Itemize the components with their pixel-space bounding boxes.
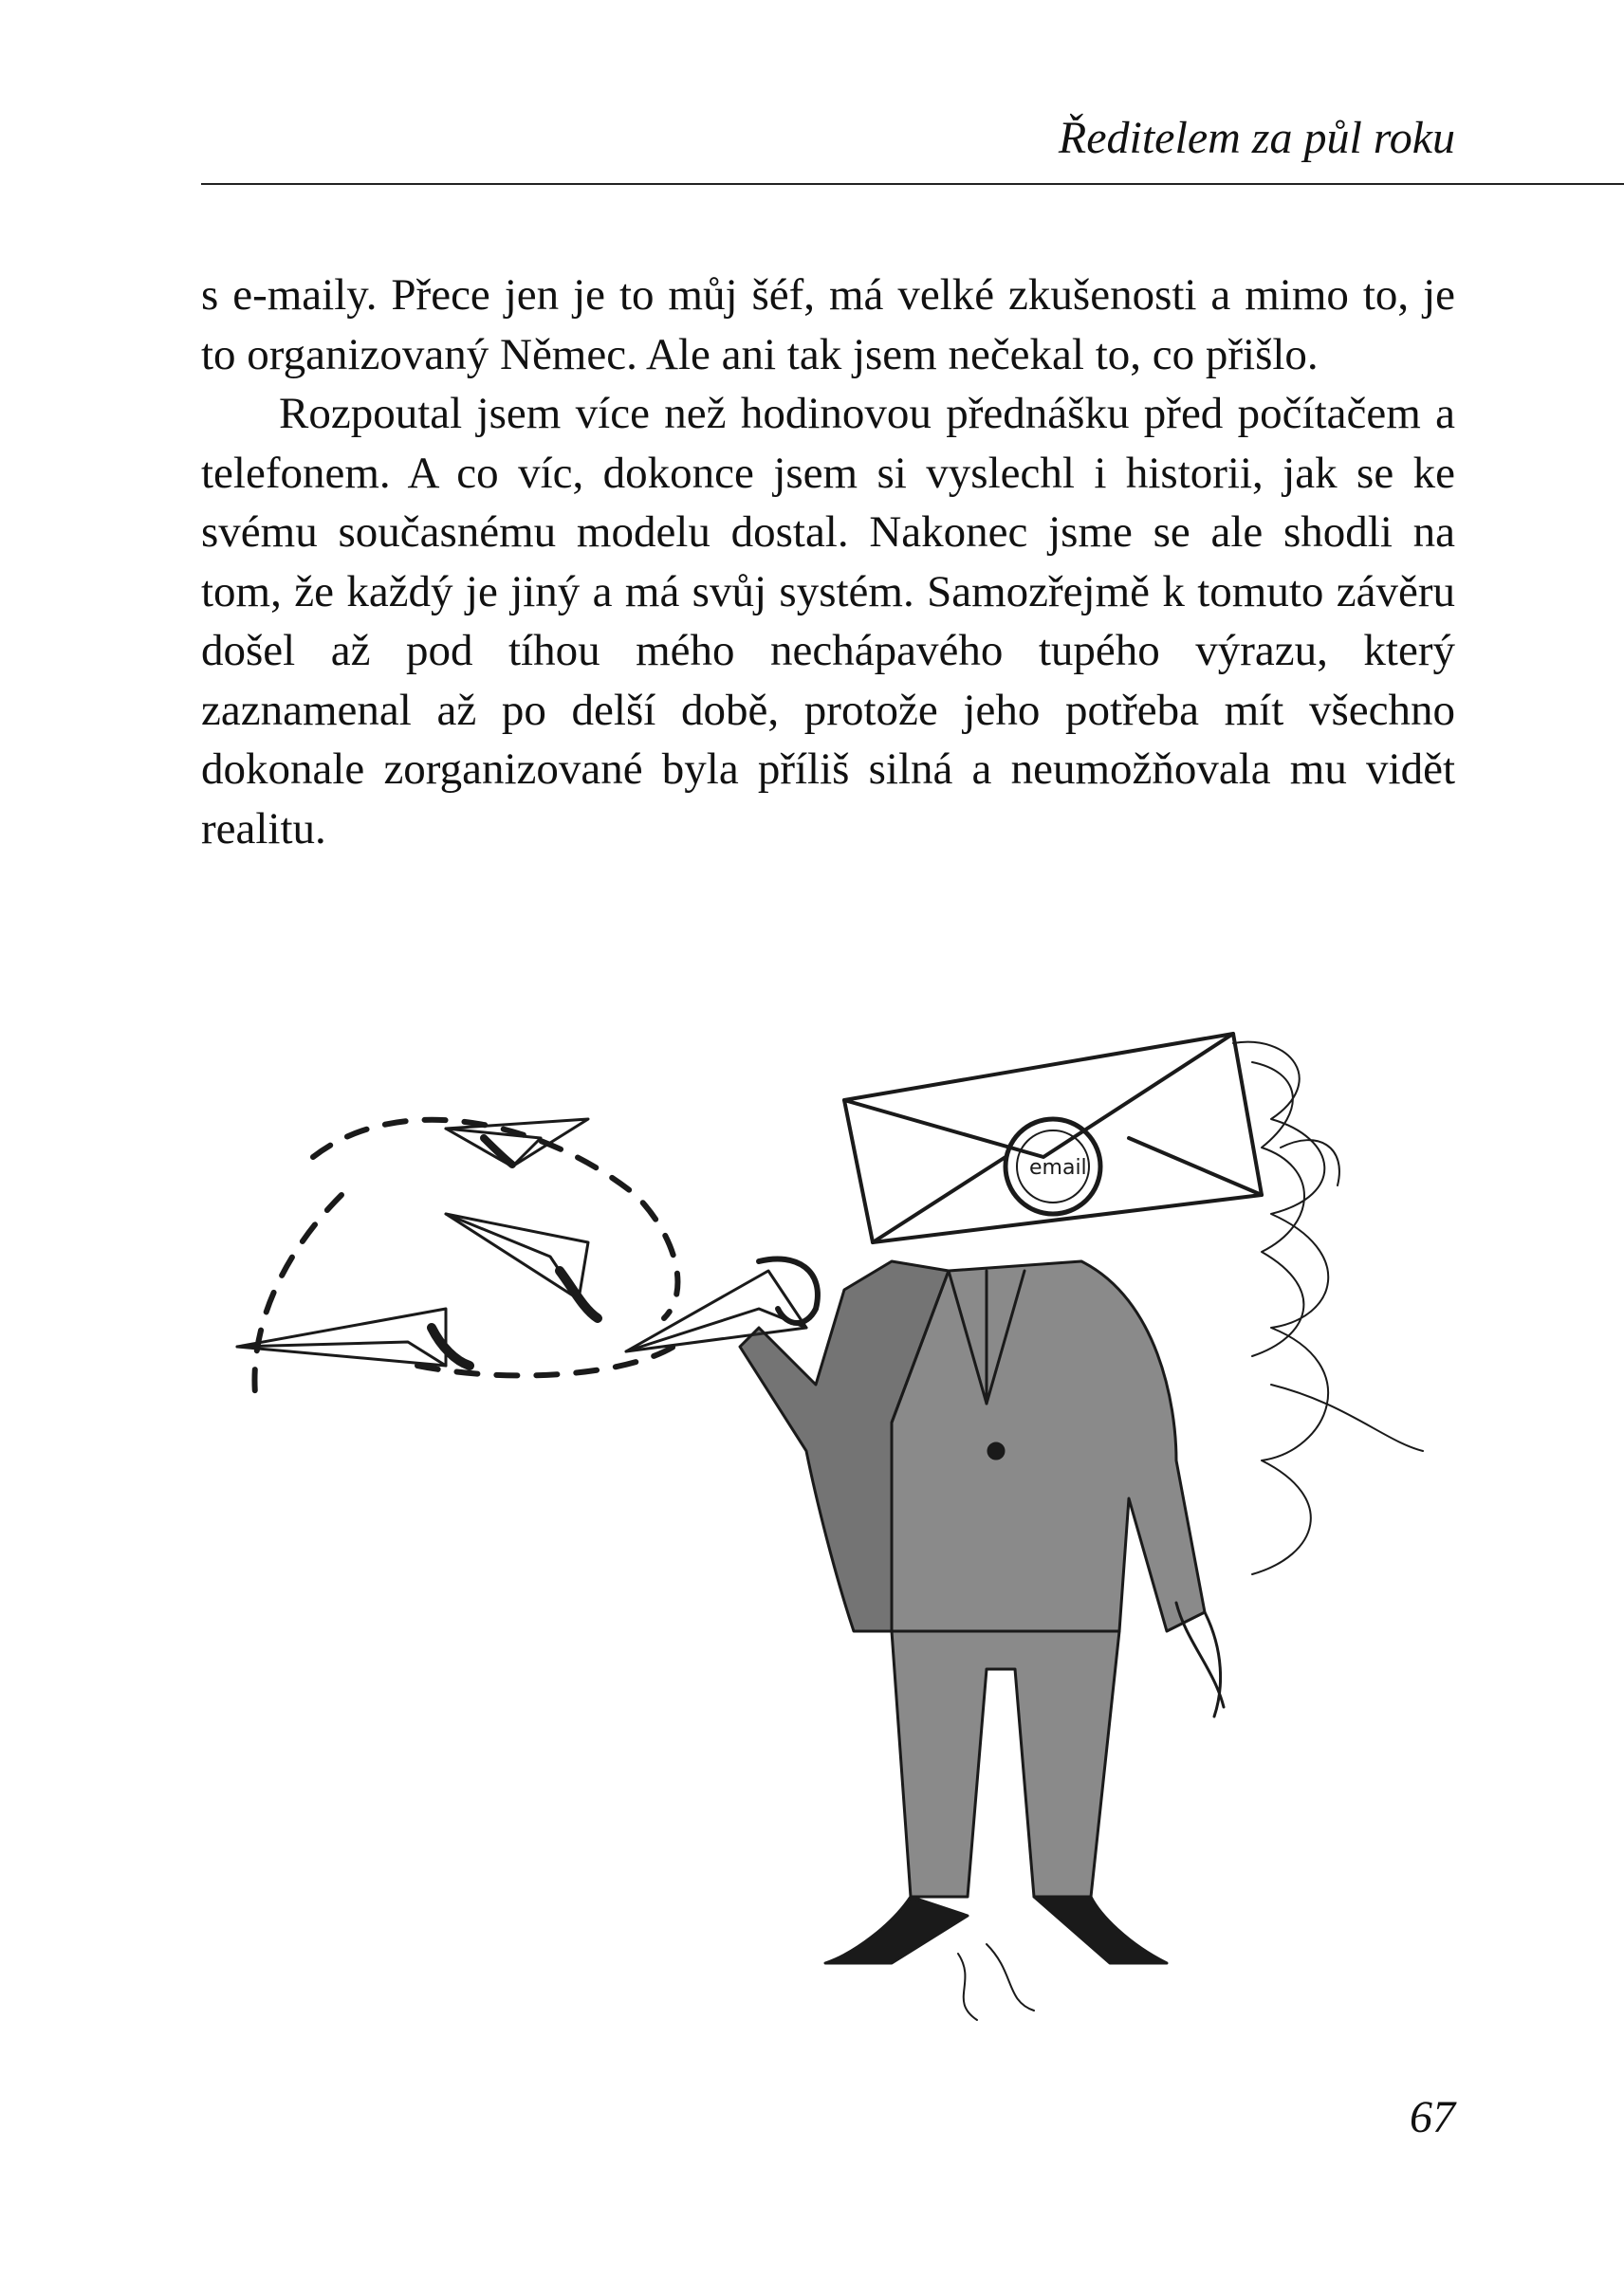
paper-plane-2 <box>446 1214 598 1318</box>
body-text <box>201 266 1455 858</box>
running-head: Ředitelem za půl roku <box>1058 113 1455 163</box>
envelope-head <box>844 1034 1262 1242</box>
envelope-man-illustration <box>228 1005 1461 2030</box>
paragraph-1: s e-maily. Přece jen je to můj šéf, má velké zkušenosti a mimo to, je to organizovaný Němec. Ale ani tak jsem nečekal to, co přišlo. <box>201 270 1455 379</box>
paper-plane-held <box>626 1258 818 1351</box>
paragraph-2: Rozpoutal jsem více než hodinovou přednášku před počítačem a telefonem. A co víc, dokonce jsem si vyslechl i historii, jak se ke svému současnému modelu dostal. Nakonec jsme se ale shodli na tom, že každý je jiný a má svůj systém. Samozřejmě k tomuto závěru došel až pod tíhou mého nechápavého tupého výrazu, který zaznamenal až po delší době, protože jeho potřeba mít všechno dokonale zorganizované byla příliš silná a neumožňovala mu vidět realitu. <box>201 389 1455 854</box>
scribble-trail <box>1233 1042 1423 1574</box>
seal-label: email <box>1029 1156 1087 1180</box>
page-number: 67 <box>1410 2092 1455 2142</box>
paper-plane-3 <box>237 1309 470 1366</box>
header-rule <box>201 183 1624 185</box>
shoes <box>825 1897 1167 2020</box>
trousers <box>892 1631 1119 1897</box>
paper-plane-1 <box>446 1119 588 1166</box>
